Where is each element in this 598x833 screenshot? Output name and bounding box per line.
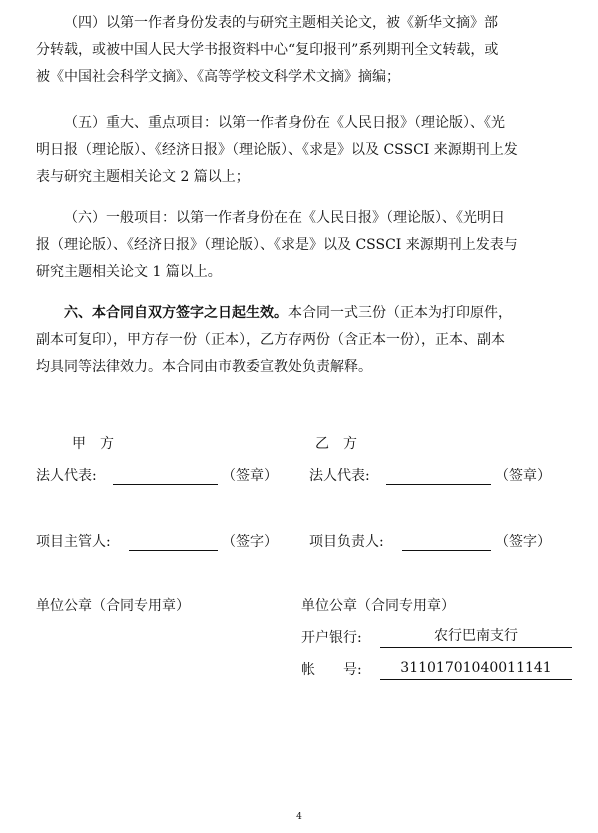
party-b-rep-suffix: （签章）	[495, 468, 551, 484]
bank-value: 农行巴南支行	[434, 628, 518, 644]
clause-5-line-3: 表与研究主题相关论文 2 篇以上；	[36, 169, 250, 185]
account-label: 帐 号:	[301, 662, 362, 678]
account-underline	[380, 679, 572, 680]
party-a-rep-suffix: （签章）	[222, 468, 278, 484]
bank-underline	[380, 647, 572, 648]
clause-6-line-2: 报（理论版）、《经济日报》（理论版）、《求是》以及 CSSCI 来源期刊上发表与	[36, 237, 518, 253]
party-a-heading: 甲 方	[72, 436, 114, 452]
article-6-line-1-rest: 本合同一式三份（正本为打印原件，	[288, 305, 512, 321]
clause-4-line-3: 被《中国社会科学文摘》、《高等学校文科学术文摘》摘编；	[36, 69, 400, 85]
clause-6	[36, 205, 572, 286]
party-a-rep-label: 法人代表:	[36, 468, 97, 484]
party-b-mgr-blank[interactable]	[402, 550, 491, 551]
clause-4-line-2: 分转载，或被中国人民大学书报资料中心“复印报刊”系列期刊全文转载，或	[36, 42, 499, 58]
party-b-mgr-label: 项目负责人:	[309, 534, 384, 550]
clause-4	[36, 10, 572, 91]
clause-4-line-1: （四）以第一作者身份发表的与研究主题相关论文，被《新华文摘》部	[64, 15, 498, 31]
party-a-rep-blank[interactable]	[113, 484, 218, 485]
party-b-heading: 乙 方	[315, 436, 357, 452]
party-b-rep-label: 法人代表:	[309, 468, 370, 484]
page-number: 4	[296, 812, 302, 822]
bank-label: 开户银行:	[301, 630, 362, 646]
clause-6-line-3: 研究主题相关论文 1 篇以上。	[36, 264, 222, 280]
party-b-seal: 单位公章（合同专用章）	[301, 598, 455, 614]
article-6-line-1	[36, 300, 572, 327]
article-6-line-3: 均具同等法律效力。本合同由市教委宣教处负责解释。	[36, 359, 372, 375]
clause-5	[36, 110, 572, 191]
account-value: 31101701040011141	[400, 660, 552, 676]
party-a-mgr-suffix: （签字）	[222, 534, 278, 550]
party-a-seal: 单位公章（合同专用章）	[36, 598, 190, 614]
clause-5-line-1: （五）重大、重点项目：以第一作者身份在《人民日报》（理论版）、《光	[64, 115, 505, 131]
article-6	[36, 300, 572, 381]
clause-5-line-2: 明日报（理论版）、《经济日报》（理论版）、《求是》以及 CSSCI 来源期刊上发	[36, 142, 518, 158]
party-a-mgr-blank[interactable]	[129, 550, 218, 551]
clause-6-line-1: （六）一般项目：以第一作者身份在在《人民日报》（理论版）、《光明日	[64, 210, 505, 226]
party-a-mgr-label: 项目主管人:	[36, 534, 111, 550]
party-b-rep-blank[interactable]	[386, 484, 491, 485]
article-6-line-2: 副本可复印），甲方存一份（正本），乙方存两份（含正本一份），正本、副本	[36, 332, 505, 348]
article-6-heading: 六、本合同自双方签字之日起生效。	[64, 305, 288, 321]
party-b-mgr-suffix: （签字）	[495, 534, 551, 550]
